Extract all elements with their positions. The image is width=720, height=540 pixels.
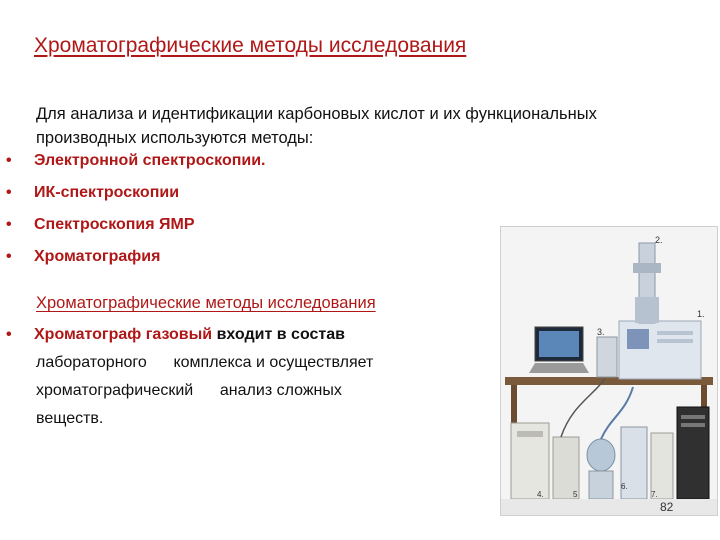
- method-item: • Электронной спектроскопии.: [6, 152, 266, 169]
- method-item: • ИК-спектроскопии: [6, 184, 180, 201]
- section-subtitle: Хроматографические методы исследования: [36, 294, 376, 312]
- page-number: 82: [660, 500, 674, 514]
- gc-line-2: лабораторного комплекса и осуществляет: [36, 354, 374, 371]
- pc-tower: [677, 407, 709, 499]
- photo-label: 4.: [537, 490, 544, 499]
- bullet-icon: •: [6, 216, 12, 233]
- intro-text: Для анализа и идентификации карбоновых кислот и их функциональных производных используются методы:: [36, 105, 597, 147]
- method-item: • Хроматография: [6, 248, 161, 265]
- lab-equipment-photo: [500, 226, 718, 516]
- gc-line-3: хроматографический анализ сложных: [36, 382, 342, 399]
- photo-label: 1.: [697, 309, 705, 319]
- bullet-icon: •: [6, 326, 12, 343]
- photo-label: 3.: [597, 327, 605, 337]
- gc-text: входит в состав: [212, 326, 345, 343]
- method-item: • Спектроскопия ЯМР: [6, 216, 195, 233]
- photo-label: 2.: [655, 235, 663, 245]
- photo-label: 7.: [651, 490, 658, 499]
- photo-label: 8.: [697, 490, 704, 499]
- photo-label: 6.: [621, 482, 628, 491]
- laptop-base: [529, 363, 589, 373]
- gc-highlight: Хроматограф газовый: [34, 326, 213, 343]
- bullet-icon: •: [6, 248, 12, 265]
- gc-bullet: [6, 326, 345, 344]
- slide-title: Хроматографические методы исследования: [34, 34, 467, 57]
- gas-vessel: [587, 439, 615, 471]
- gc-complex-illustration: [501, 227, 717, 515]
- bullet-icon: •: [6, 152, 12, 169]
- photo-label: 5: [573, 490, 578, 499]
- bullet-icon: •: [6, 184, 12, 201]
- gc-line-4: веществ.: [36, 410, 104, 427]
